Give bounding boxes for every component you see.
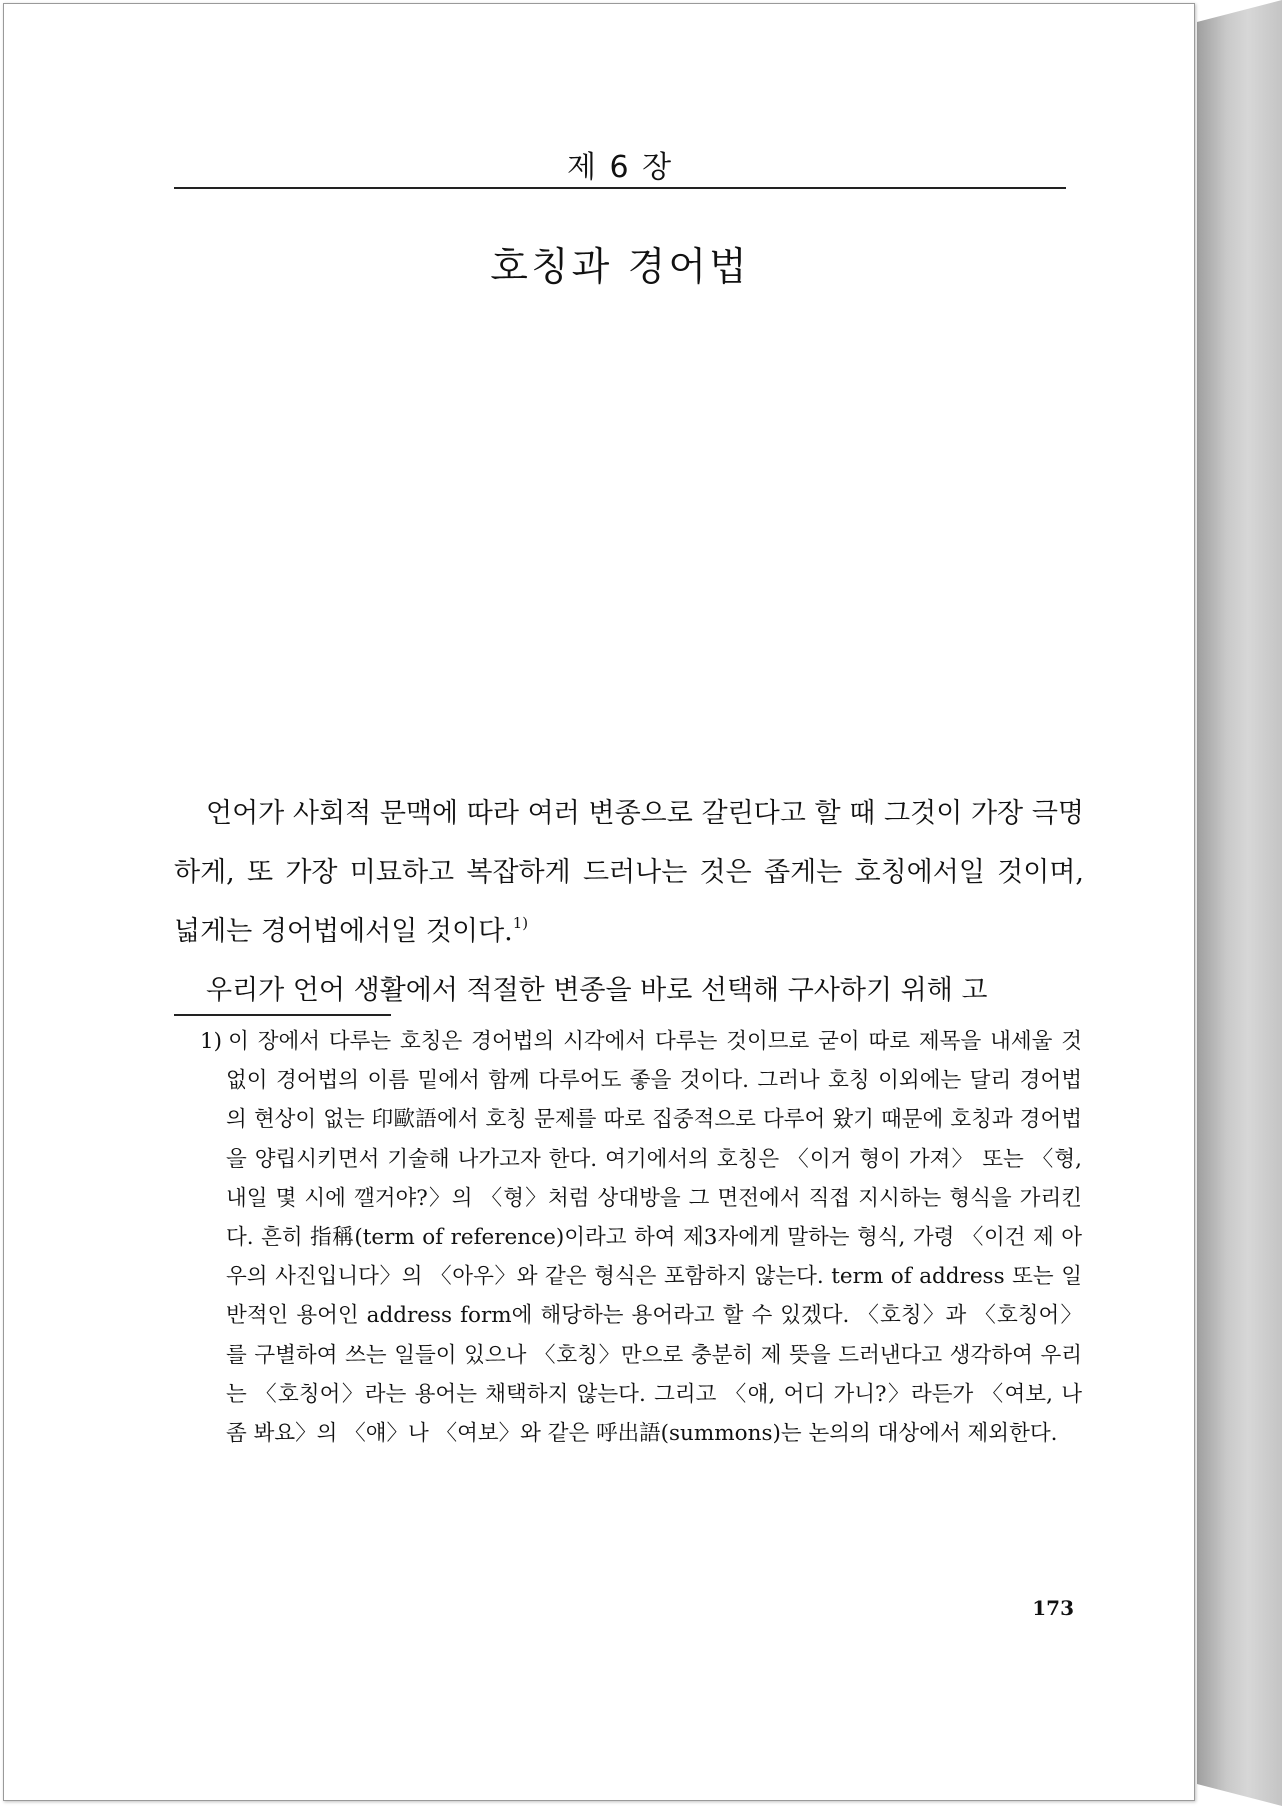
footnote-number: 1) (200, 1029, 223, 1054)
footnote-body (200, 1022, 1082, 1453)
body-paragraph (174, 961, 1084, 1020)
body-paragraph (174, 784, 1084, 961)
footnote-divider (174, 1014, 391, 1016)
body-paragraph-text: 우리가 언어 생활에서 적절한 변종을 바로 선택해 구사하기 위해 고 (206, 975, 988, 1006)
footnote (200, 1022, 1082, 1453)
footnote-reference: 1) (512, 914, 529, 932)
footnote-text: 이 장에서 다루는 호칭은 경어법의 시각에서 다루는 것이므로 굳이 따로 제목을 내세울 것 없이 경어법의 이름 밑에서 함께 다루어도 좋을 것이다. 그러나 호칭 이외에는 달리 경어법의 현상이 없는 印歐語에서 호칭 문제를 따로 집중적으로 다루어 왔기 때문에 호칭과 경어법을 양립시키면서 기술해 나가고자 한다. 여기에서의 호칭은 〈이거 형이 가져〉 또는 〈형, 내일 몇 시에 깰거야?〉의 〈형〉처럼 상대방을 그 면전에서 직접 지시하는 형식을 가리킨다. 흔히 指稱(term of reference)이라고 하여 제3자에게 말하는 형식, 가령 〈이건 제 아우의 사진입니다〉의 〈아우〉와 같은 형식은 포함하지 않는다. term of address 또는 일반적인 용어인 address form에 해당하는 용어라고 할 수 있겠다. 〈호칭〉과 〈호칭어〉를 구별하여 쓰는 일들이 있으나 〈호칭〉만으로 충분히 제 뜻을 드러낸다고 생각하여 우리는 〈호칭어〉라는 용어는 채택하지 않는다. 그리고 〈얘, 어디 가니?〉라든가 〈여보, 나 좀 봐요〉의 〈얘〉나 〈여보〉와 같은 呼出語(summons)는 논의의 대상에서 제외한다. (226, 1029, 1082, 1447)
chapter-divider (174, 187, 1066, 189)
book-page (3, 3, 1195, 1801)
body-paragraph-text: 언어가 사회적 문맥에 따라 여러 변종으로 갈린다고 할 때 그것이 가장 극명하게, 또 가장 미묘하고 복잡하게 드러나는 것은 좁게는 호칭에서일 것이며, 넓게는 경어법에서일 것이다. (174, 798, 1084, 947)
page-number: 173 (1032, 1596, 1074, 1620)
chapter-label: 제 6 장 (566, 150, 674, 185)
chapter-title: 호칭과 경어법 (490, 245, 750, 290)
body-text (174, 784, 1084, 1020)
